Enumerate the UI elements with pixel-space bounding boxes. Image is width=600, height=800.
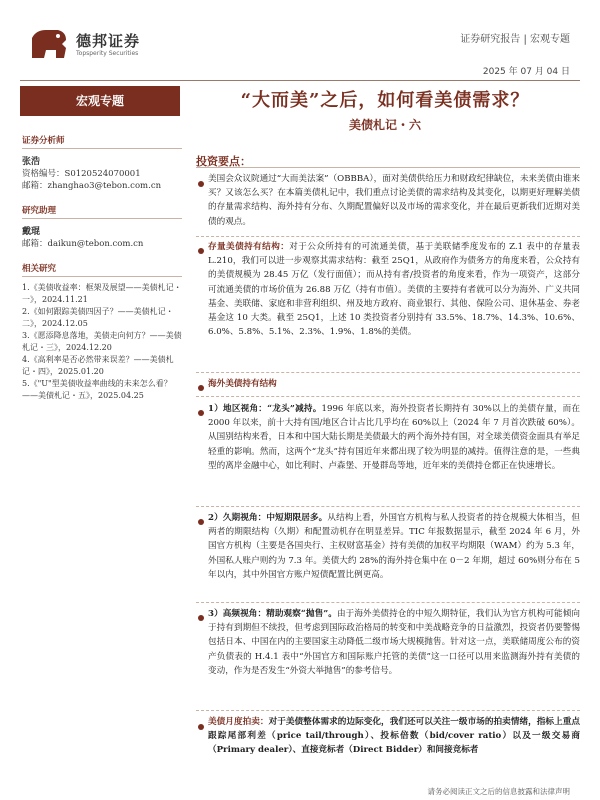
logo-text-en: Topsperity Securities: [76, 50, 139, 57]
lead-monthly-auction: 美债月度拍卖：: [208, 717, 269, 727]
assistant-name: 戴琨: [22, 227, 41, 237]
section-divider: [196, 236, 580, 237]
footer-disclaimer: 请务必阅读正文之后的信息披露和法律声明: [427, 787, 570, 796]
text-holding-structure: 对于公众所持有的可流通美债，基于美联储季度发布的 Z.1 表中的存量表 L.210，我们可以进一步观察其需求结构：截至 25Q1，从政府作为债务方的角度来看，公众持有的美债规模为 28.45 万亿（发行面值）；而从持有者/投资者的角度来看，作为一项资产，这部分可流通美债的市场价值为 26.88 万亿（持有市值）。美债的主要持有者就可以分为海外、广义共同基金、美联储、家庭和非营利组织、州及地方政府、商业银行、其他、保险公司、退休基金、券老基金这 10 大类。截至 25Q1，上述 10 类投资者分别持有 33.5%、18.7%、14.3%、10.6%、6.0%、5.8%、5.1%、2.3%、1.9%、1.8%的美债。: [208, 242, 580, 338]
lead-holding-structure: 存量美债持有结构：: [208, 242, 290, 252]
bullet-icon: [198, 410, 204, 416]
lead-regional-view: 1）地区视角：“龙头”减持。: [208, 404, 322, 414]
paragraph-overseas-heading: [208, 377, 580, 391]
related-research-heading: 相关研究: [22, 262, 182, 277]
text-high-frequency-view: 由于海外美债持仓的中短久期特征，我们认为官方机构可能倾向于持有到期但不续投，但考虑到国际政治格局的转变和中美战略竞争的日益激烈，投资者仍要警惕包括日本、中国在内的主要国家主动降低二级市场大规模抛售。针对这一点，美联储周度公布的资产负债表的 H.4.1 表中“外国官方和国际账户托管的美债”这一口径可以用来监测海外持有美债的变动，作为是否发生“外资大举抛售”的参考信号。: [208, 609, 580, 676]
logo-icon: [28, 24, 72, 62]
document-title: “大而美”之后，如何看美债需求？: [240, 90, 530, 111]
analyst-email[interactable]: 邮箱：zhanghao3@tebon.com.cn: [22, 181, 162, 191]
text-regional-view: 1996 年底以来，海外投资者长期持有 30%以上的美债存量，而在 2000 年以来，前十大持有国/地区合计占比几乎均在 60%以上（2024 年 7 月首次跌破 60%）。从国别结构来看，日本和中国大陆长期是美债最大的两个海外持有国，对全球美债资金面具有举足轻重的影响。然而，这两个“龙头”持有国近年来都出现了较为明显的减持。值得注意的是，一些典型的离岸金融中心，如比利时、卢森堡、开曼群岛等地，近年来的美债持仓都正在快速增长。: [208, 404, 580, 471]
section-divider: [196, 710, 580, 711]
paragraph-regional-view: [208, 402, 580, 473]
analyst-heading: 证券分析师: [22, 134, 182, 149]
paragraph-high-frequency-view: [208, 607, 580, 678]
lead-overseas-structure: 海外美债持有结构: [208, 379, 277, 389]
bullet-icon: [198, 519, 204, 525]
header-divider: [20, 80, 580, 81]
text-monthly-auction: 对于美债整体需求的边际变化，我们还可以关注一级市场的拍卖情绪，指标上重点跟踪尾部利差（price tail/through）、投标倍数（bid/cover ratio）以及一级交易商（Primary dealer）、直接竞标者（Direct Bidder）和间接竞标者: [208, 717, 580, 756]
lead-duration-view: 2）久期视角：中短期限居多。: [208, 513, 328, 523]
bullet-icon: [198, 724, 204, 730]
assistant-heading: 研究助理: [22, 204, 182, 219]
report-date: 2025 年 07 月 04 日: [482, 67, 570, 77]
category-badge: 宏观专题: [20, 86, 180, 116]
logo-text-cn: 德邦证券: [76, 32, 141, 50]
paragraph-holding-structure: [208, 240, 580, 339]
analyst-section: [22, 134, 182, 192]
bullet-icon: [198, 248, 204, 254]
paragraph-intro: 美国会众议院通过“大而美法案”（OBBBA），面对美债供给压力和财政纪律缺位，未来美债由谁来买？又该怎么买？在本篇美债札记中，我们重点讨论美债的需求结构及其变化，以期更好理解美债的存量需求结构、海外持有分布、久期配置偏好以及市场的需求变化，并在最后更新我们近期对美债的观点。: [208, 174, 580, 227]
text-duration-view: 从结构上看，外国官方机构与私人投资者的持仓规模大体相当，但两者的期限结构（久期）和配置动机存在明显差异。TIC 年报数据显示，截至 2024 年 6 月，外国官方机构（主要是各国央行、主权财富基金）持有美债的加权平均期限（WAM）约为 5.3 年，外国私人账户则约为 7.3 年。美债大约 28%的海外持仓集中在 0－2 年期，超过 60%则分布在 5 年以内，其中外国官方账户短债配置比例更高。: [208, 513, 580, 580]
related-research-section: [22, 262, 182, 402]
section-heading-text: 投资要点：: [196, 155, 251, 168]
investment-highlights-heading: [196, 150, 580, 168]
paragraph-duration-view: [208, 511, 580, 582]
analyst-cert: 资格编号：S0120524070001: [22, 169, 141, 179]
bullet-icon: [198, 181, 204, 187]
section-divider: [196, 372, 580, 373]
assistant-email[interactable]: 邮箱：daikun@tebon.com.cn: [22, 239, 144, 249]
related-report-item[interactable]: 3.《愿添降息落地，美债走向何方？——美债札记・三》，2024.12.20: [22, 331, 182, 352]
bullet-icon: [198, 385, 204, 391]
company-logo: [28, 24, 158, 64]
paragraph-monthly-auction: [208, 715, 580, 773]
assistant-section: [22, 204, 182, 250]
document-subtitle: 美债札记・六: [348, 118, 421, 132]
related-report-item[interactable]: 4.《高利率是否必然带来误差？——美债札记・四》，2025.01.20: [22, 355, 174, 376]
related-report-item[interactable]: 5.《"U"型美债收益率曲线的未来怎么看？——美债札记・五》，2025.04.25: [22, 379, 172, 400]
bullet-icon: [198, 615, 204, 621]
report-type: 证券研究报告 | 宏观专题: [460, 34, 570, 45]
section-divider: [196, 506, 580, 507]
related-report-item[interactable]: 1.《美债收益率：框架及展望——美债札记・一》，2024.11.21: [22, 283, 182, 304]
lead-high-frequency-view: 3）高频视角：精助观察“抛售”。: [208, 609, 337, 619]
section-divider: [196, 396, 580, 397]
analyst-name: 张浩: [22, 157, 41, 167]
related-report-item[interactable]: 2.《如何跟踪美债四因子？——美债札记・二》，2024.12.05: [22, 307, 174, 328]
section-divider: [196, 602, 580, 603]
